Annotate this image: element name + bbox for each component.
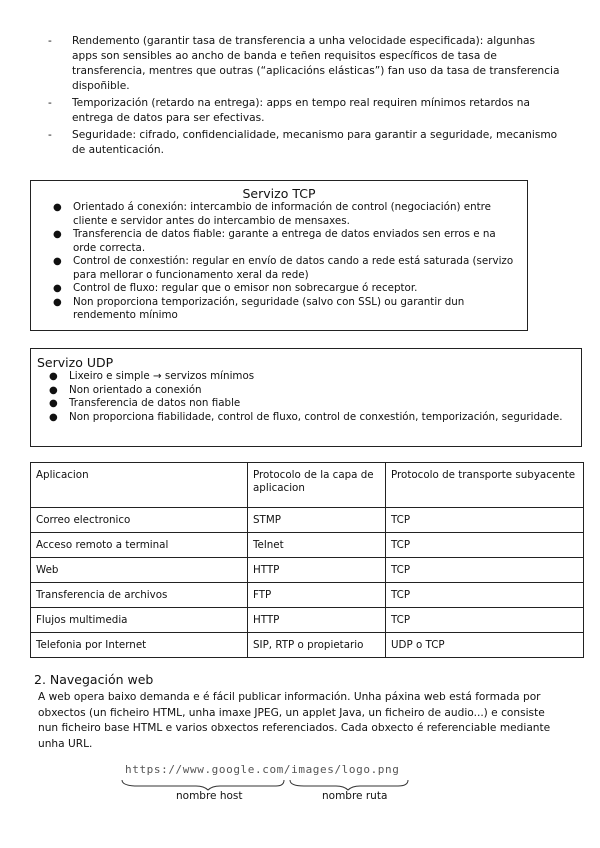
list-item-text: Lixeiro e simple → servizos mínimos [69, 370, 255, 382]
table-row [31, 558, 584, 583]
table-cell: HTTP [248, 608, 386, 633]
table-header-cell: Protocolo de transporte subyacente [386, 463, 584, 508]
table-header-row [31, 463, 584, 508]
table-row [31, 583, 584, 608]
list-item-text: Non orientado a conexión [69, 383, 202, 396]
section-title: 2. Navegación web [34, 672, 154, 687]
udp-title: Servizo UDP [37, 355, 114, 370]
list-item-text: Orientado á conexión: intercambio de información de control (negociación) entre cliente e servidor antes do intercambio de mensaxes. [73, 201, 492, 227]
intro-list [40, 34, 560, 160]
list-item-text: Control de fluxo: regular que o emisor non sobrecargue ó receptor. [73, 282, 418, 294]
host-brace [122, 780, 284, 790]
table-cell: Telnet [248, 533, 386, 558]
table-cell: SIP, RTP o propietario [248, 633, 386, 658]
dash-marker: - [48, 97, 52, 109]
table-cell: TCP [386, 508, 584, 533]
url-braces-figure [118, 777, 418, 791]
intro-item-text: Temporización (retardo na entrega): apps en tempo real requiren mínimos retardos na entrega de datos para ser efectivas. [72, 97, 530, 124]
host-label: nombre host [176, 790, 243, 802]
list-item [37, 411, 575, 425]
table-cell: STMP [248, 508, 386, 533]
table-cell: UDP o TCP [386, 633, 584, 658]
list-item [37, 370, 575, 384]
list-item [41, 228, 517, 255]
table-header-cell: Aplicacion [31, 463, 248, 508]
bullet-marker: ● [53, 229, 62, 240]
bullet-marker: ● [49, 371, 58, 382]
bullet-marker: ● [49, 384, 58, 396]
path-brace [290, 780, 408, 790]
bullet-marker: ● [53, 202, 62, 213]
bullet-marker: ● [53, 296, 62, 308]
intro-item-text: Seguridade: cifrado, confidencialidade, mecanismo para garantir a seguridade, mecanismo de autenticación. [72, 129, 558, 156]
table-cell: TCP [386, 558, 584, 583]
bullet-marker: ● [49, 411, 58, 423]
list-item [37, 397, 575, 411]
list-item [37, 384, 575, 398]
list-item [41, 201, 517, 228]
table-cell: TCP [386, 533, 584, 558]
udp-service-box [30, 348, 582, 447]
table-cell: TCP [386, 583, 584, 608]
list-item-text: Control de conxestión: regular en envío de datos cando a rede está saturada (servizo para mellorar o funcionamento xeral da rede) [73, 255, 514, 281]
list-item [41, 296, 517, 323]
udp-bullet-list [37, 370, 575, 424]
bullet-marker: ● [53, 256, 62, 267]
table-row [31, 508, 584, 533]
intro-item [40, 96, 560, 126]
tcp-service-box [30, 180, 528, 331]
list-item-text: Transferencia de datos non fiable [69, 397, 241, 409]
section-paragraph: A web opera baixo demanda e é fácil publicar información. Unha páxina web está formada por obxectos (un ficheiro HTML, unha imaxe JPEG, un applet Java, un ficheiro de audio...) e consiste nun ficheiro base HTML e varios obxectos referenciados. Cada obxecto é referenciable mediante unha URL. [38, 691, 551, 750]
table-header-cell: Protocolo de la capa de aplicacion [248, 463, 386, 508]
intro-item [40, 128, 560, 158]
tcp-title: Servizo TCP [242, 186, 316, 201]
bullet-marker: ● [53, 283, 62, 294]
table-cell: HTTP [248, 558, 386, 583]
table-cell: TCP [386, 608, 584, 633]
table-cell: Flujos multimedia [31, 608, 248, 633]
tcp-bullet-list [41, 201, 517, 323]
bullet-marker: ● [49, 398, 58, 409]
table-cell: Transferencia de archivos [31, 583, 248, 608]
list-item [41, 282, 517, 296]
intro-item-text: Rendemento (garantir tasa de transferencia a unha velocidade especificada): algunhas apps son sensibles ao ancho de banda e teñen requisitos específicos de tasa de transferencia, mentres que outras (“aplicacións elásticas”) fan uso da tasa de transferencia dispoñible. [72, 35, 560, 92]
table-row [31, 608, 584, 633]
path-label: nombre ruta [322, 790, 388, 802]
table-cell: Acceso remoto a terminal [31, 533, 248, 558]
url-example: https://www.google.com/images/logo.png [125, 763, 400, 776]
intro-item [40, 34, 560, 94]
table-cell: Telefonia por Internet [31, 633, 248, 658]
dash-marker: - [48, 129, 52, 141]
list-item [41, 255, 517, 282]
table-row [31, 533, 584, 558]
table-row [31, 633, 584, 658]
table-cell: Correo electronico [31, 508, 248, 533]
list-item-text: Non proporciona temporización, seguridade (salvo con SSL) ou garantir dun rendemento mínimo [73, 295, 465, 321]
protocol-table [30, 462, 584, 658]
list-item-text: Transferencia de datos fiable: garante a entrega de datos enviados sen erros e na orde correcta. [73, 228, 496, 254]
dash-marker: - [48, 35, 52, 47]
table-cell: FTP [248, 583, 386, 608]
list-item-text: Non proporciona fiabilidade, control de fluxo, control de conxestión, temporización, seguridade. [69, 410, 563, 423]
table-cell: Web [31, 558, 248, 583]
